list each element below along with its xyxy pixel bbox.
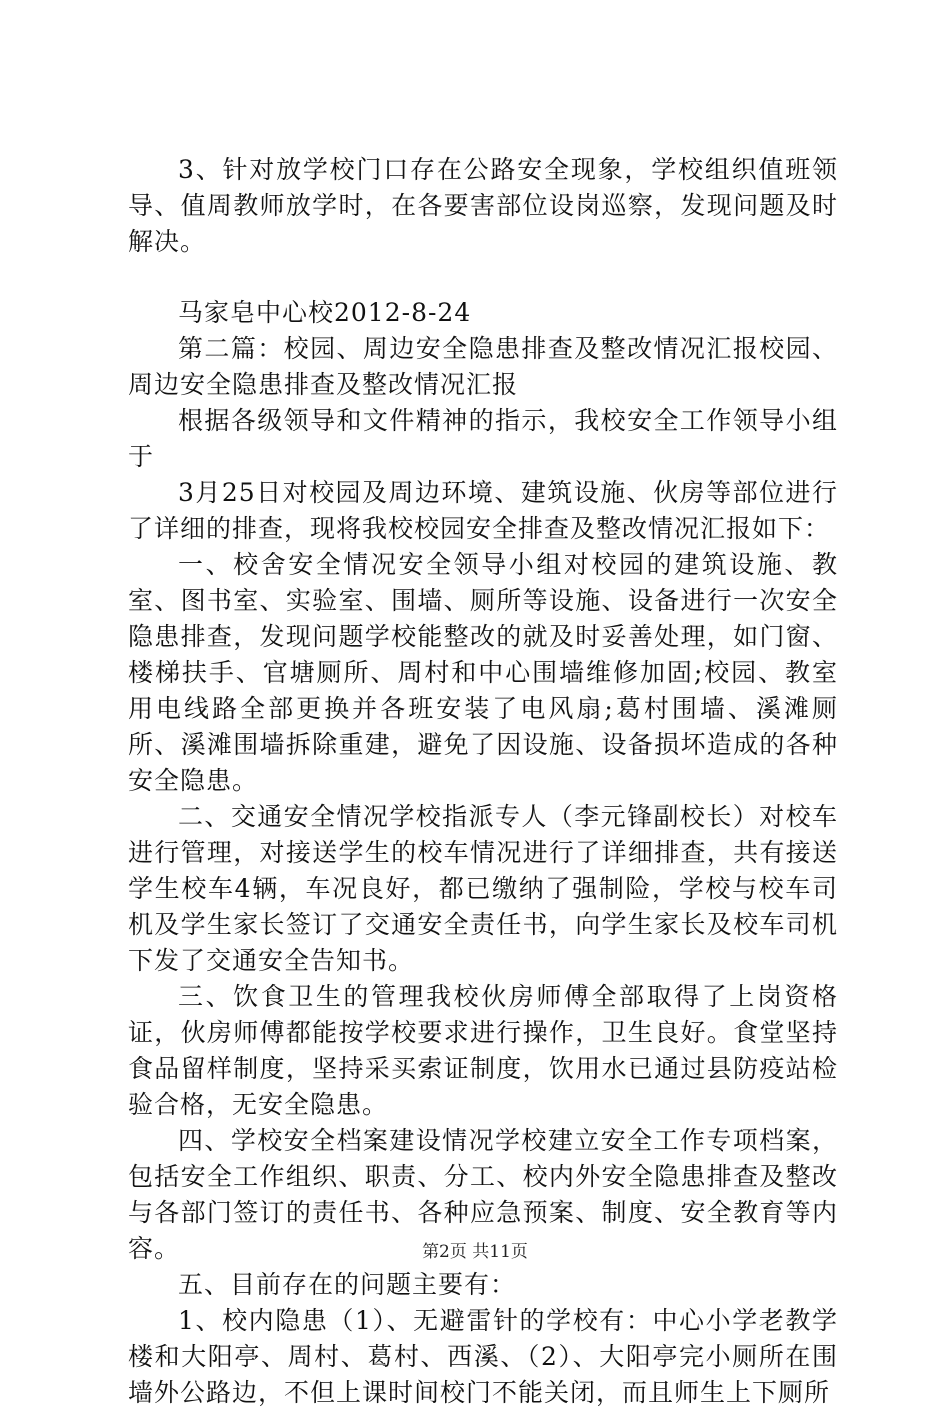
- paragraph-section-title: 第二篇：校园、周边安全隐患排查及整改情况汇报校园、周边安全隐患排查及整改情况汇报: [128, 334, 838, 399]
- paragraph-gap: [128, 260, 838, 295]
- paragraph-safety-measure: 3、针对放学校门口存在公路安全现象，学校组织值班领导、值周教师放学时，在各要害部位设岗巡察，发现问题及时解决。: [128, 155, 838, 256]
- paragraph-intro: 根据各级领导和文件精神的指示，我校安全工作领导小组于: [128, 406, 838, 471]
- document-body: [128, 152, 838, 1411]
- paragraph-problems-heading: 五、目前存在的问题主要有：: [178, 1270, 517, 1299]
- paragraph-food-safety: 三、饮食卫生的管理我校伙房师傅全部取得了上岗资格证，伙房师傅都能按学校要求进行操作，卫生良好。食堂坚持食品留样制度，坚持采买索证制度，饮用水已通过县防疫站检验合格，无安全隐患。: [128, 982, 838, 1119]
- paragraph-problems-detail: 1、校内隐患（1）、无避雷针的学校有：中心小学老教学楼和大阳亭、周村、葛村、西溪、（2）、大阳亭完小厕所在围墙外公路边，不但上课时间校门不能关闭，而且师生上下厕所: [128, 1306, 838, 1407]
- paragraph-date-intro: 3月25日对校园及周边环境、建筑设施、伙房等部位进行了详细的排查，现将我校校园安全排查及整改情况汇报如下：: [128, 478, 838, 543]
- paragraph-traffic-safety: 二、交通安全情况学校指派专人（李元锋副校长）对校车进行管理，对接送学生的校车情况进行了详细排查，共有接送学生校车4辆，车况良好，都已缴纳了强制险，学校与校车司机及学生家长签订了交通安全责任书，向学生家长及校车司机下发了交通安全告知书。: [128, 802, 838, 975]
- paragraph-archive: 四、学校安全档案建设情况学校建立安全工作专项档案，包括安全工作组织、职责、分工、校内外安全隐患排查及整改与各部门签订的责任书、各种应急预案、制度、安全教育等内容。: [128, 1126, 838, 1263]
- paragraph-signature-date: 马家皂中心校2012-8-24: [178, 298, 472, 327]
- paragraph-building-safety: 一、校舍安全情况安全领导小组对校园的建筑设施、教室、图书室、实验室、围墙、厕所等设施、设备进行一次安全隐患排查，发现问题学校能整改的就及时妥善处理，如门窗、楼梯扶手、官塘厕所、周村和中心围墙维修加固;校园、教室用电线路全部更换并各班安装了电风扇;葛村围墙、溪滩厕所、溪滩围墙拆除重建，避免了因设施、设备损坏造成的各种安全隐患。: [128, 550, 838, 795]
- page-footer: 第2页 共11页: [422, 1242, 528, 1262]
